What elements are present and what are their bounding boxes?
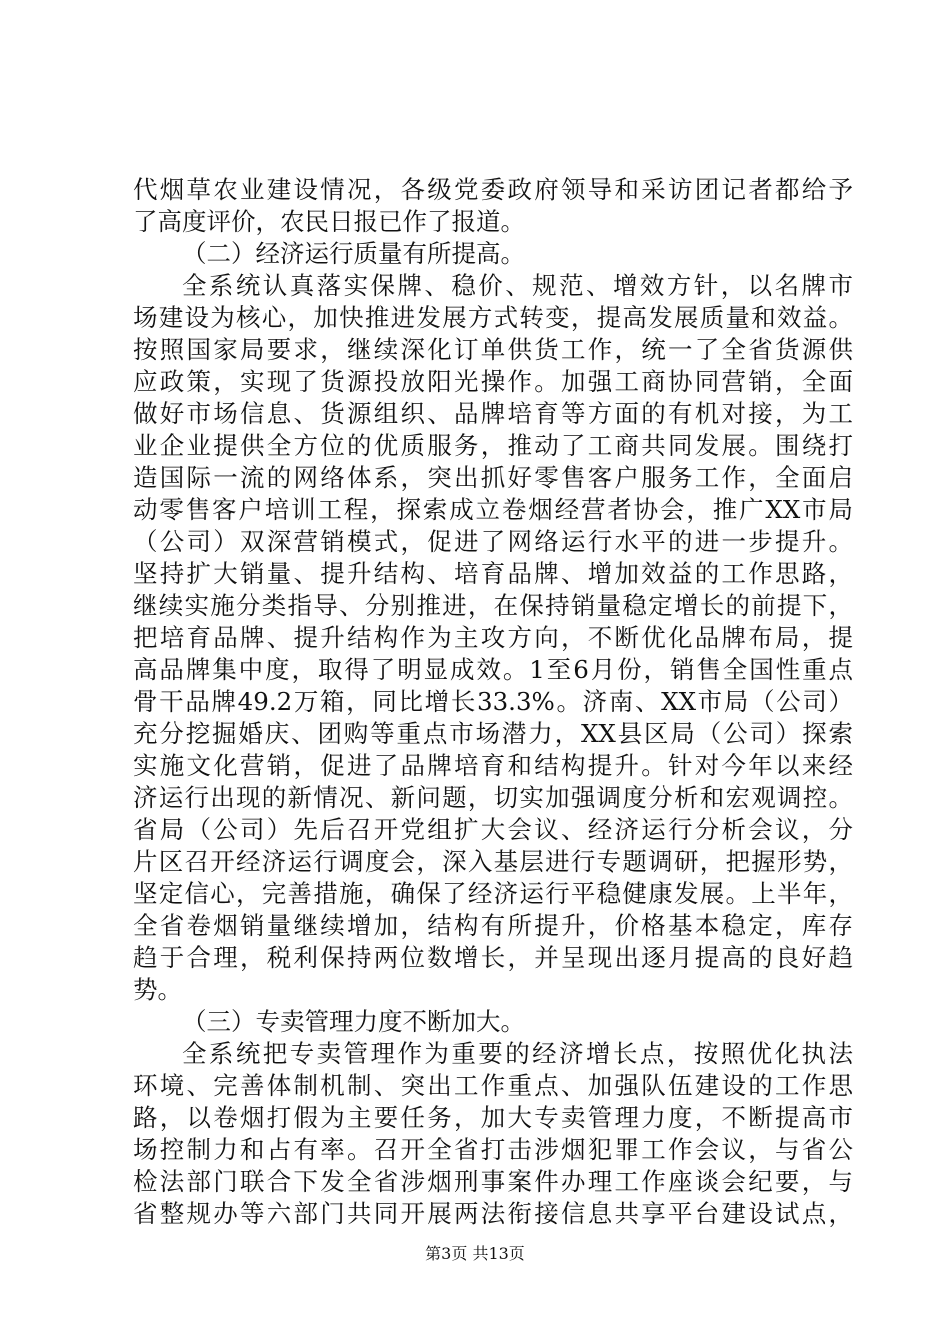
- text-line: 片区召开经济运行调度会，深入基层进行专题调研，把握形势，: [133, 847, 853, 876]
- text-line: 省局（公司）先后召开党组扩大会议、经济运行分析会议，分: [133, 815, 853, 844]
- text-line: 实施文化营销，促进了品牌培育和结构提升。针对今年以来经: [133, 751, 853, 780]
- text-line: 济运行出现的新情况、新问题，切实加强调度分析和宏观调控。: [133, 783, 853, 812]
- text-line: 按照国家局要求，继续深化订单供货工作，统一了全省货源供: [133, 335, 853, 364]
- text-line: 应政策，实现了货源投放阳光操作。加强工商协同营销，全面: [133, 367, 853, 396]
- text-line: 骨干品牌49.2万箱，同比增长33.3%。济南、XX市局（公司）: [133, 687, 853, 716]
- document-body: [133, 174, 853, 1230]
- text-line: 环境、完善体制机制、突出工作重点、加强队伍建设的工作思: [133, 1071, 853, 1100]
- text-line: 势。: [133, 975, 182, 1004]
- page-number-label: 第3页 共13页: [425, 1244, 525, 1263]
- text-line: 全系统认真落实保牌、稳价、规范、增效方针，以名牌市: [182, 271, 853, 300]
- text-line: 了高度评价，农民日报已作了报道。: [133, 207, 525, 236]
- text-line: 业企业提供全方位的优质服务，推动了工商共同发展。围绕打: [133, 431, 853, 460]
- section-heading: （二）经济运行质量有所提高。: [182, 239, 525, 268]
- text-line: 场控制力和占有率。召开全省打击涉烟犯罪工作会议，与省公: [133, 1135, 853, 1164]
- text-line: 场建设为核心，加快推进发展方式转变，提高发展质量和效益。: [133, 303, 853, 332]
- text-line: 全省卷烟销量继续增加，结构有所提升，价格基本稳定，库存: [133, 911, 853, 940]
- text-line: 省整规办等六部门共同开展两法衔接信息共享平台建设试点，: [133, 1199, 853, 1228]
- text-line: 充分挖掘婚庆、团购等重点市场潜力，XX县区局（公司）探索: [133, 719, 853, 748]
- text-line: 坚持扩大销量、提升结构、培育品牌、增加效益的工作思路，: [133, 559, 853, 588]
- page-footer: [0, 1244, 950, 1264]
- text-line: 代烟草农业建设情况，各级党委政府领导和采访团记者都给予: [133, 175, 853, 204]
- text-line: 高品牌集中度，取得了明显成效。1至6月份，销售全国性重点: [133, 655, 853, 684]
- text-line: 全系统把专卖管理作为重要的经济增长点，按照优化执法: [182, 1039, 853, 1068]
- text-line: 路，以卷烟打假为主要任务，加大专卖管理力度，不断提高市: [133, 1103, 853, 1132]
- text-line: 做好市场信息、货源组织、品牌培育等方面的有机对接，为工: [133, 399, 853, 428]
- text-line: 趋于合理，税利保持两位数增长，并呈现出逐月提高的良好趋: [133, 943, 853, 972]
- text-line: 坚定信心，完善措施，确保了经济运行平稳健康发展。上半年，: [133, 879, 853, 908]
- text-line: 把培育品牌、提升结构作为主攻方向，不断优化品牌布局，提: [133, 623, 853, 652]
- text-line: 造国际一流的网络体系，突出抓好零售客户服务工作，全面启: [133, 463, 853, 492]
- text-line: （公司）双深营销模式，促进了网络运行水平的进一步提升。: [133, 527, 853, 556]
- text-line: 动零售客户培训工程，探索成立卷烟经营者协会，推广XX市局: [133, 495, 853, 524]
- text-line: 继续实施分类指导、分别推进，在保持销量稳定增长的前提下，: [133, 591, 853, 620]
- text-line: 检法部门联合下发全省涉烟刑事案件办理工作座谈会纪要，与: [133, 1167, 853, 1196]
- section-heading: （三）专卖管理力度不断加大。: [182, 1007, 525, 1036]
